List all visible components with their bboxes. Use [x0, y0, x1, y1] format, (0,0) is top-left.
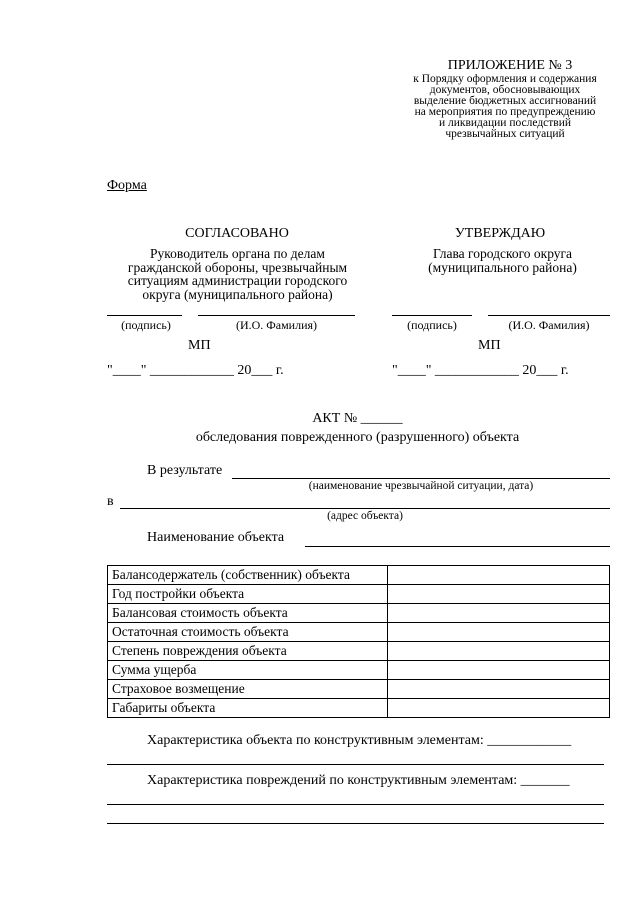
row-label: Степень повреждения объекта	[108, 642, 388, 661]
table-row	[108, 680, 610, 699]
row-value-cell[interactable]	[388, 623, 610, 642]
head-title-line: (муниципального района)	[428, 259, 577, 275]
table-row	[108, 585, 610, 604]
left-name-caption: (И.О. Фамилия)	[235, 318, 318, 332]
right-seal-label: МП	[478, 338, 501, 353]
result-label: В результате	[147, 463, 223, 478]
row-label: Габариты объекта	[108, 699, 388, 718]
row-label: Балансовая стоимость объекта	[108, 604, 388, 623]
act-subtitle: обследования поврежденного (разрушенного) объекта	[195, 430, 520, 445]
object-name-input-line[interactable]	[305, 546, 610, 547]
row-value-cell[interactable]	[388, 661, 610, 680]
appendix-desc-line: и ликвидации последствий	[438, 117, 572, 129]
head-title	[395, 247, 610, 274]
left-signature-caption: (подпись)	[121, 318, 171, 332]
address-input-line[interactable]	[120, 508, 610, 509]
row-value-cell[interactable]	[388, 642, 610, 661]
table-row	[108, 699, 610, 718]
form-label: Форма	[107, 178, 147, 193]
damage-characteristics-label: Характеристика повреждений по конструктивным элементам: _______	[147, 773, 570, 788]
table-row	[108, 661, 610, 680]
object-name-label: Наименование объекта	[147, 530, 285, 545]
appendix-desc-line: на мероприятия по предупреждению	[414, 106, 596, 118]
approver-title-line: ситуациям администрации городского	[127, 273, 348, 288]
table-row	[108, 642, 610, 661]
row-value-cell[interactable]	[388, 604, 610, 623]
right-name-caption: (И.О. Фамилия)	[508, 318, 590, 332]
appendix-title: ПРИЛОЖЕНИЕ № 3	[447, 58, 573, 73]
address-caption: (адрес объекта)	[327, 510, 403, 522]
row-label: Страховое возмещение	[108, 680, 388, 699]
in-label: в	[107, 494, 114, 509]
appendix-desc-line: к Порядку оформления и содержания	[413, 73, 597, 85]
row-value-cell[interactable]	[388, 680, 610, 699]
row-value-cell[interactable]	[388, 699, 610, 718]
result-caption: (наименование чрезвычайной ситуации, дата)	[308, 480, 534, 492]
left-date-line: "____" ____________ 20___ г.	[107, 363, 284, 378]
appendix-desc-line: документов, обосновывающих	[429, 84, 581, 96]
object-characteristics-label: Характеристика объекта по конструктивным элементам: ____________	[147, 733, 572, 748]
approve-heading: УТВЕРЖДАЮ	[454, 226, 546, 241]
row-label: Сумма ущерба	[108, 661, 388, 680]
damage-characteristics-line-2[interactable]	[107, 823, 604, 824]
row-value-cell[interactable]	[388, 566, 610, 585]
approved-heading: СОГЛАСОВАНО	[185, 226, 289, 241]
approver-title-line: округа (муниципального района)	[142, 286, 333, 302]
appendix-desc-line: чрезвычайных ситуаций	[445, 128, 565, 140]
approver-title	[100, 247, 375, 301]
right-signature-caption: (подпись)	[407, 318, 457, 332]
row-label: Год постройки объекта	[108, 585, 388, 604]
right-signature-line	[392, 315, 472, 316]
right-name-line	[488, 315, 610, 316]
appendix-desc-line: выделение бюджетных ассигнований	[413, 95, 597, 107]
left-seal-label: МП	[188, 338, 211, 353]
right-date-line: "____" ____________ 20___ г.	[392, 363, 569, 378]
appendix-description	[390, 74, 620, 140]
result-input-line[interactable]	[232, 478, 610, 479]
object-properties-table	[107, 565, 610, 718]
table-row	[108, 623, 610, 642]
act-title: АКТ № ______	[312, 411, 403, 426]
left-name-line	[198, 315, 355, 316]
approver-title-line: гражданской обороны, чрезвычайным	[127, 259, 348, 275]
table-row	[108, 604, 610, 623]
table-row	[108, 566, 610, 585]
damage-characteristics-line-1[interactable]	[107, 804, 604, 805]
left-signature-line	[107, 315, 182, 316]
head-title-line: Глава городского округа	[432, 246, 573, 261]
approver-title-line: Руководитель органа по делам	[150, 246, 325, 261]
row-value-cell[interactable]	[388, 585, 610, 604]
row-label: Остаточная стоимость объекта	[108, 623, 388, 642]
row-label: Балансодержатель (собственник) объекта	[108, 566, 388, 585]
object-characteristics-line[interactable]	[107, 764, 604, 765]
